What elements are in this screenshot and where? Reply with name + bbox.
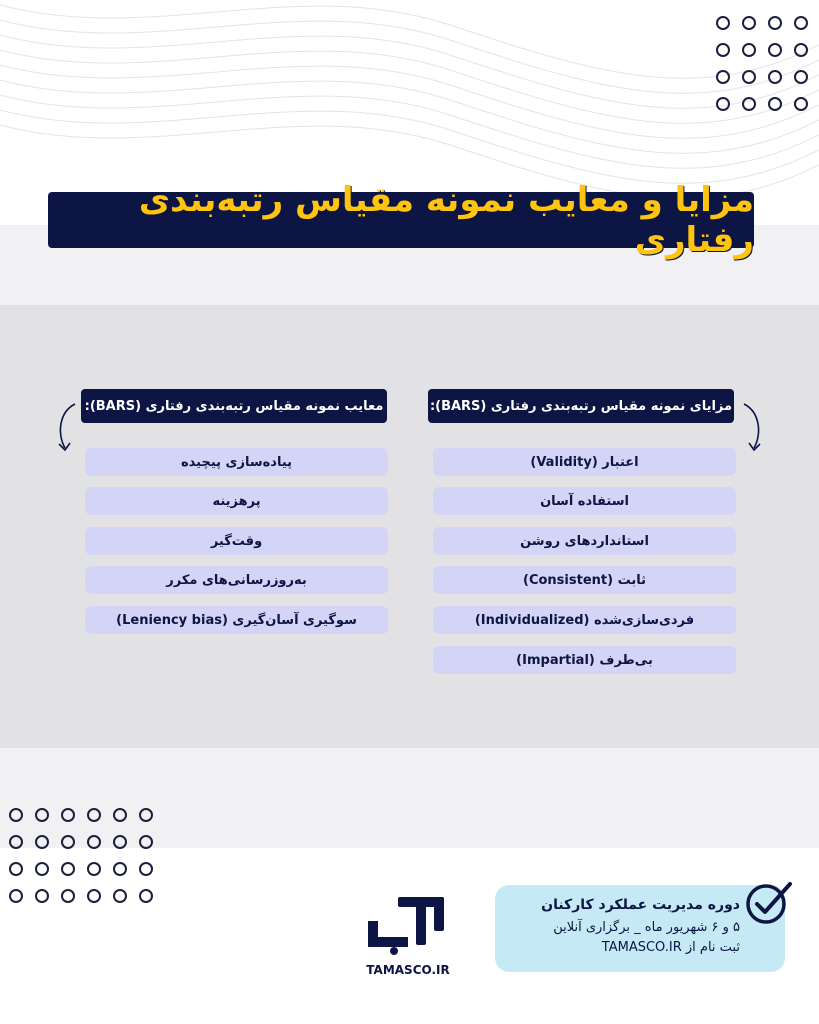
page-title: مزایا و معایب نمونه مقیاس رتبه‌بندی رفتاری <box>48 192 754 248</box>
curved-arrow-right-icon <box>740 400 764 456</box>
tamasco-logo-icon <box>360 893 456 957</box>
advantage-item: بی‌طرف (Impartial) <box>433 646 736 674</box>
brand-logo[interactable] <box>360 893 456 983</box>
advantage-item: استفاده آسان <box>433 487 736 515</box>
wave-lines-decoration <box>0 0 819 200</box>
check-circle-icon <box>744 876 796 928</box>
dot-grid-top-right <box>716 16 806 111</box>
advantage-item: فردی‌سازی‌شده (Individualized) <box>433 606 736 634</box>
promo-course-title: دوره مدیریت عملکرد کارکنان <box>541 897 740 913</box>
curved-arrow-left-icon <box>55 400 79 456</box>
disadvantage-item: وقت‌گیر <box>85 527 388 555</box>
disadvantage-item: پرهزینه <box>85 487 388 515</box>
promo-registration: ثبت نام از TAMASCO.IR <box>601 940 740 955</box>
advantage-item: استانداردهای روشن <box>433 527 736 555</box>
promo-dates: ۵ و ۶ شهریور ماه _ برگزاری آنلاین <box>553 920 740 935</box>
advantage-item: اعتبار (Validity) <box>433 448 736 476</box>
dot-grid-bottom-left <box>9 808 151 903</box>
disadvantages-heading: معایب نمونه مقیاس رتبه‌بندی رفتاری (BARS): <box>81 389 387 423</box>
disadvantage-item: سوگیری آسان‌گیری (Leniency bias) <box>85 606 388 634</box>
advantages-heading: مزایای نمونه مقیاس رتبه‌بندی رفتاری (BARS): <box>428 389 734 423</box>
advantage-item: ثابت (Consistent) <box>433 566 736 594</box>
disadvantage-item: پیاده‌سازی پیچیده <box>85 448 388 476</box>
brand-name: TAMASCO.IR <box>366 963 450 977</box>
disadvantage-item: به‌روزرسانی‌های مکرر <box>85 566 388 594</box>
course-promo-box[interactable] <box>495 885 785 972</box>
